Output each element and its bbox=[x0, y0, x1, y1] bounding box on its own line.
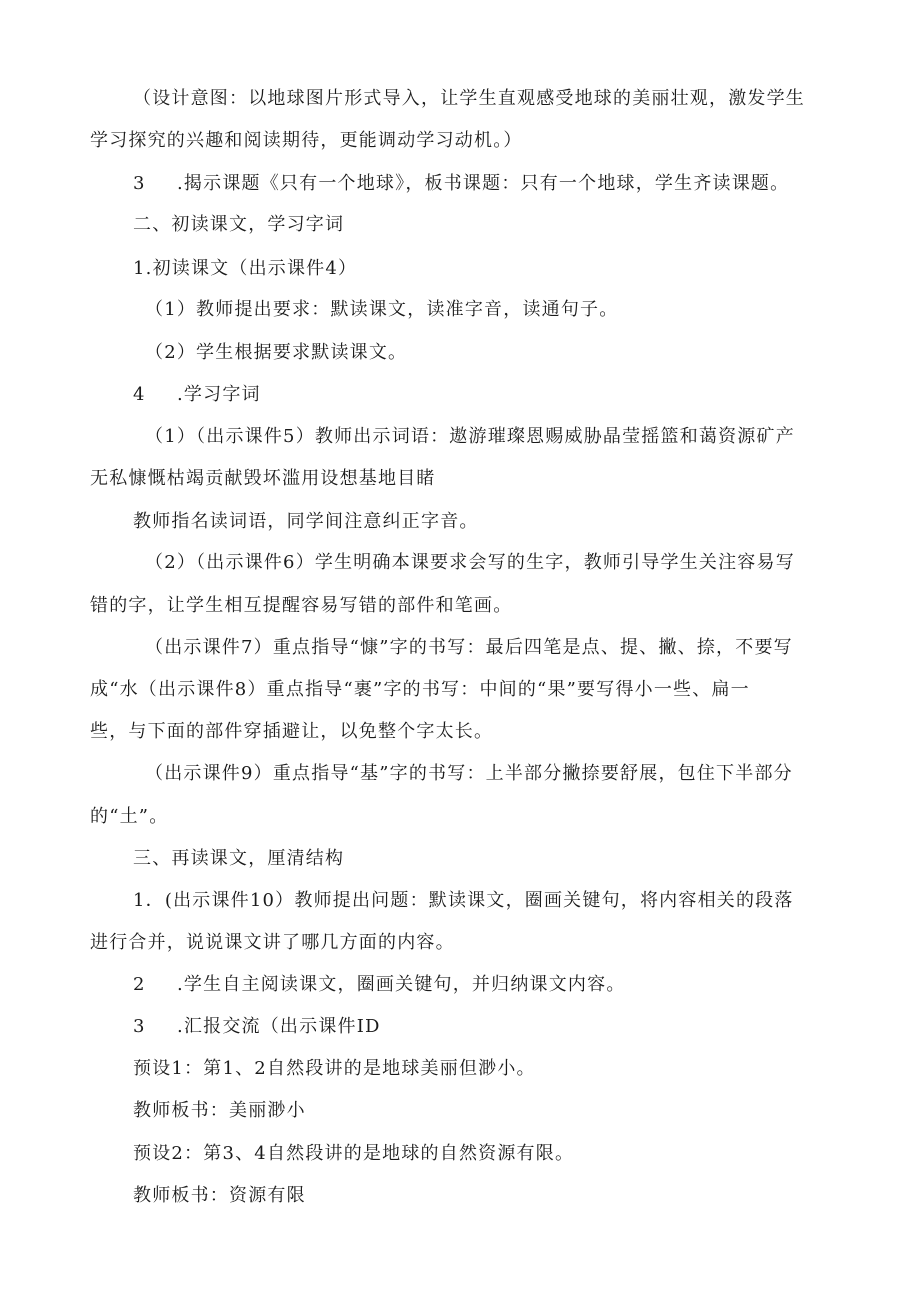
step-number: 3 bbox=[133, 173, 146, 194]
guide-ji-line2: 的“土”。 bbox=[90, 806, 169, 827]
item-1-question-line2: 进行合并，说说课文讲了哪几方面的内容。 bbox=[90, 932, 455, 953]
guide-kang-line2: 成“水（出示课件8）重点指导“裹”字的书写：中间的“果”要写得小一些、扁一 bbox=[90, 679, 750, 700]
step-number: 4 bbox=[133, 384, 146, 405]
board-note-2: 教师板书：资源有限 bbox=[133, 1185, 306, 1206]
vocabulary-line1: （1）（出示课件5）教师出示词语：遨游璀璨恩赐威胁晶莹摇篮和蔼资源矿产 bbox=[145, 426, 795, 447]
writing-guidance-line1: （2）（出示课件6）学生明确本课要求会写的生字，教师引导学生关注容易写 bbox=[145, 552, 795, 573]
step-number: 3 bbox=[133, 1016, 146, 1037]
item-1-first-reading: 1.初读课文（出示课件4） bbox=[133, 258, 358, 279]
step-text: .学生自主阅读课文，圈画关键句，并归纳课文内容。 bbox=[177, 974, 626, 995]
paragraph-design-intent-line2: 学习探究的兴趣和阅读期待，更能调动学习动机。） bbox=[90, 130, 523, 151]
step-text: .汇报交流（出示课件ID bbox=[177, 1016, 381, 1037]
guide-kang-line1: （出示课件7）重点指导“慷”字的书写：最后四笔是点、提、撇、捺，不要写 bbox=[145, 637, 793, 658]
section-heading-2: 二、初读课文，学习字词 bbox=[133, 214, 345, 235]
writing-guidance-line2: 错的字，让学生相互提醒容易写错的部件和笔画。 bbox=[90, 595, 513, 616]
step-3-report bbox=[133, 1015, 381, 1039]
board-note-1: 教师板书：美丽渺小 bbox=[133, 1100, 306, 1121]
section-heading-3: 三、再读课文，厘清结构 bbox=[133, 848, 345, 869]
item-1-question-line1: 1．(出示课件10）教师提出问题：默读课文，圈画关键句，将内容相关的段落 bbox=[133, 890, 794, 911]
step-3-reveal-title bbox=[133, 172, 789, 196]
subitem-1-teacher-requirement: （1）教师提出要求：默读课文，读准字音，读通句子。 bbox=[145, 299, 619, 320]
paragraph-design-intent-line1: （设计意图：以地球图片形式导入，让学生直观感受地球的美丽壮观，激发学生 bbox=[133, 88, 805, 109]
preset-2: 预设2：第3、4自然段讲的是地球的自然资源有限。 bbox=[133, 1143, 575, 1164]
preset-1: 预设1：第1、2自然段讲的是地球美丽但渺小。 bbox=[133, 1058, 536, 1079]
vocabulary-line2: 无私慷慨枯竭贡献毁坏滥用设想基地目睹 bbox=[90, 468, 436, 489]
teacher-names-students: 教师指名读词语，同学间注意纠正字音。 bbox=[133, 511, 479, 532]
step-4-learn-words bbox=[133, 383, 261, 407]
step-number: 2 bbox=[133, 974, 146, 995]
guide-kang-line3: 些，与下面的部件穿插避让，以免整个字太长。 bbox=[90, 721, 494, 742]
step-2-self-reading bbox=[133, 973, 626, 997]
subitem-2-student-silent-reading: （2）学生根据要求默读课文。 bbox=[145, 342, 408, 363]
step-text: .学习字词 bbox=[177, 384, 261, 405]
guide-ji-line1: （出示课件9）重点指导“基”字的书写：上半部分撇捺要舒展，包住下半部分 bbox=[145, 763, 793, 784]
step-text: .揭示课题《只有一个地球》，板书课题：只有一个地球，学生齐读课题。 bbox=[177, 173, 790, 194]
